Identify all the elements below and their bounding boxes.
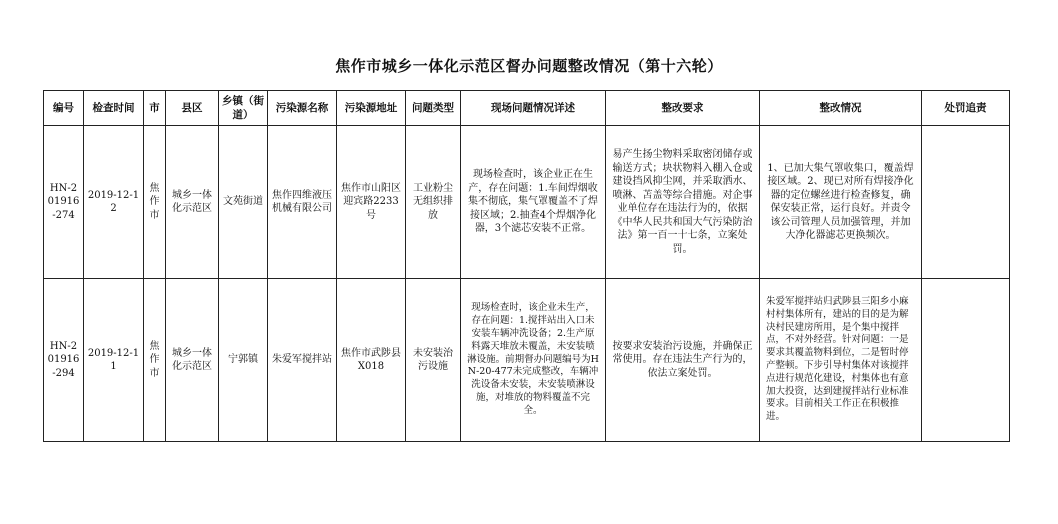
cell-type: 工业粉尘无组织排放 [406, 126, 461, 279]
cell-city: 焦作市 [144, 126, 166, 279]
cell-district: 城乡一体化示范区 [166, 279, 219, 442]
table-row [44, 279, 1010, 442]
cell-status: 朱爱军搅拌站归武陟县三阳乡小麻村村集体所有，建站的目的是为解决村民建房所用，是个集中搅拌点，不对外经营。针对问题：一是要求其覆盖物料到位，二是暂时停产整顿。下步引导村集体对该搅拌点进行规范化建设，村集体也有意加大投资，达到建搅拌站行业标准要求。目前相关工作正在积极推进。 [760, 279, 922, 442]
cell-detail: 现场检查时，该企业未生产，存在问题：1.搅拌站出入口未安装车辆冲洗设备；2.生产原料露天堆放未覆盖，未安装喷淋设施。前期督办问题编号为HN-20-477未完成整改，车辆冲洗设备未安装，未安装喷淋设施，对堆放的物料覆盖不完全。 [461, 279, 606, 442]
cell-date: 2019-12-11 [84, 279, 144, 442]
cell-id: HN-201916-294 [44, 279, 84, 442]
header-penalty: 处罚追责 [922, 91, 1010, 126]
cell-district: 城乡一体化示范区 [166, 126, 219, 279]
header-address: 污染源地址 [337, 91, 406, 126]
cell-address: 焦作市武陟县X018 [337, 279, 406, 442]
cell-town: 宁郭镇 [219, 279, 268, 442]
header-id: 编号 [44, 91, 84, 126]
cell-address: 焦作市山阳区迎宾路2233号 [337, 126, 406, 279]
cell-status: 1、已加大集气罩收集口，覆盖焊接区域。2、现已对所有焊接净化器的定位螺丝进行检查修复，确保安装正常，运行良好。并责令该公司管理人员加强管理，并加大净化器滤芯更换频次。 [760, 126, 922, 279]
cell-town: 文苑街道 [219, 126, 268, 279]
cell-type: 未安装治污设施 [406, 279, 461, 442]
header-type: 问题类型 [406, 91, 461, 126]
cell-requirement: 易产生扬尘物料采取密闭储存或输送方式；块状物料入棚入仓或建设挡风抑尘网，并采取洒水、喷淋、苫盖等综合措施。对企事业单位存在违法行为的，依据《中华人民共和国大气污染防治法》第一百一十七条，立案处罚。 [606, 126, 760, 279]
header-status: 整改情况 [760, 91, 922, 126]
cell-penalty [922, 126, 1010, 279]
cell-source: 焦作四维液压机械有限公司 [268, 126, 337, 279]
cell-date: 2019-12-12 [84, 126, 144, 279]
cell-detail: 现场检查时，该企业正在生产，存在问题：1.车间焊烟收集不彻底，集气罩覆盖不了焊接区域；2.抽查4个焊烟净化器，3个滤芯安装不正常。 [461, 126, 606, 279]
header-detail: 现场问题情况详述 [461, 91, 606, 126]
header-row [44, 91, 1010, 126]
cell-id: HN-201916-274 [44, 126, 84, 279]
header-district: 县区 [166, 91, 219, 126]
cell-source: 朱爱军搅拌站 [268, 279, 337, 442]
page-title: 焦作市城乡一体化示范区督办问题整改情况（第十六轮） [335, 57, 723, 75]
header-source: 污染源名称 [268, 91, 337, 126]
header-town: 乡镇（街道） [219, 91, 268, 126]
header-date: 检查时间 [84, 91, 144, 126]
cell-penalty [922, 279, 1010, 442]
cell-city: 焦作市 [144, 279, 166, 442]
supervision-table [43, 90, 1010, 442]
cell-requirement: 按要求安装治污设施，并确保正常使用。存在违法生产行为的，依法立案处罚。 [606, 279, 760, 442]
header-requirement: 整改要求 [606, 91, 760, 126]
table-row [44, 126, 1010, 279]
header-city: 市 [144, 91, 166, 126]
